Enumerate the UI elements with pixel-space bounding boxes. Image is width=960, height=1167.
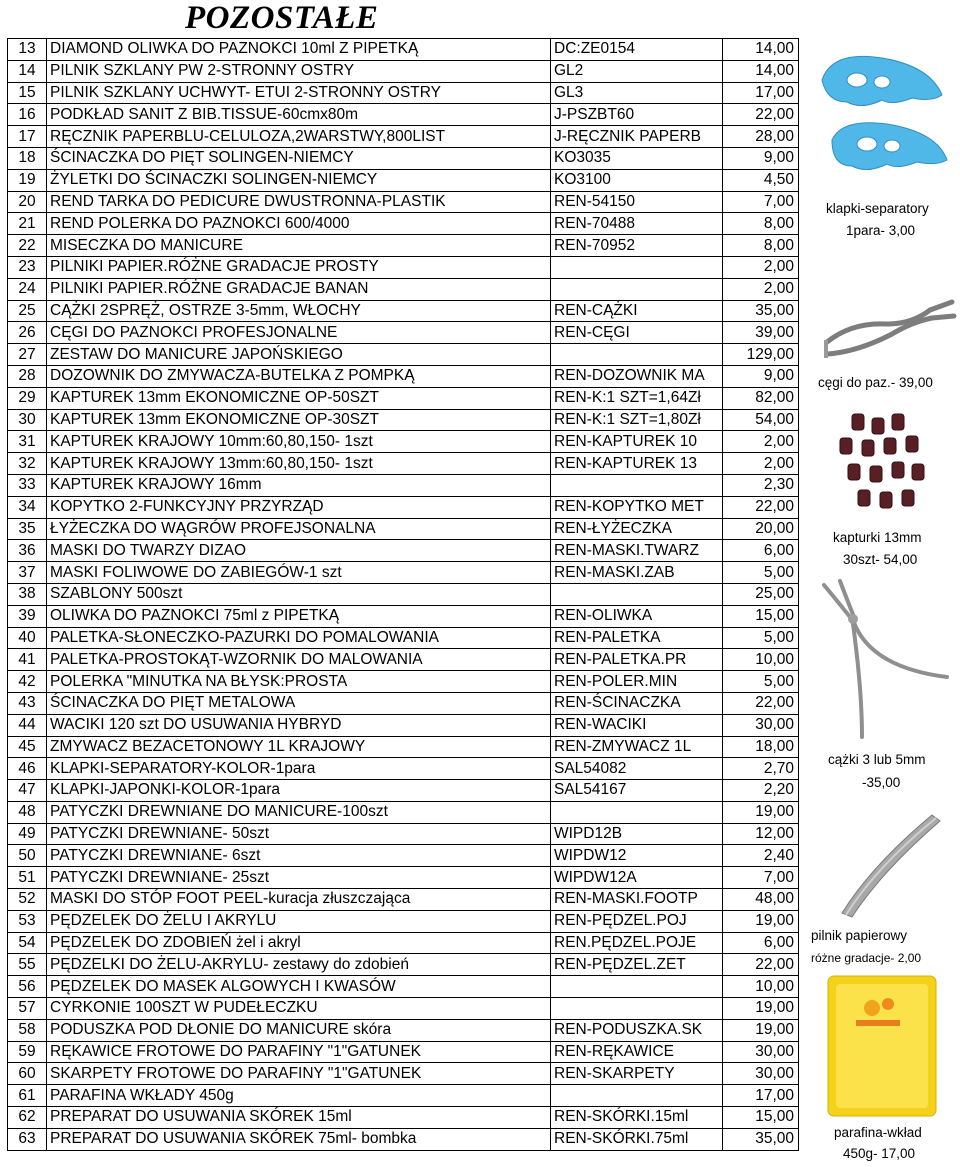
product-price: 2,20 (723, 780, 799, 802)
product-code: REN.PĘDZEL.POJE (551, 932, 723, 954)
table-row (8, 758, 799, 780)
table-row (8, 910, 799, 932)
product-name: KLAPKI-JAPONKI-KOLOR-1para (47, 780, 551, 802)
table-row (8, 932, 799, 954)
row-number: 20 (8, 191, 47, 213)
klapki-caption-2: 1para- 3,00 (846, 223, 916, 238)
row-number: 15 (8, 82, 47, 104)
row-number: 46 (8, 758, 47, 780)
product-price: 18,00 (723, 736, 799, 758)
table-row (8, 191, 799, 213)
row-number: 55 (8, 954, 47, 976)
table-row (8, 147, 799, 169)
product-code: REN-MASKI.TWARZ (551, 540, 723, 562)
row-number: 32 (8, 453, 47, 475)
klapki-caption-1: klapki-separatory (826, 201, 929, 216)
product-name: PREPARAT DO USUWANIA SKÓREK 15ml (47, 1107, 551, 1129)
product-name: KLAPKI-SEPARATORY-KOLOR-1para (47, 758, 551, 780)
product-code: REN-KAPTUREK 13 (551, 453, 723, 475)
product-name: MASKI DO STÓP FOOT PEEL-kuracja złuszczająca (47, 889, 551, 911)
table-row (8, 867, 799, 889)
table-row (8, 344, 799, 366)
product-price: 22,00 (723, 104, 799, 126)
product-price: 10,00 (723, 976, 799, 998)
product-name: CĄŻKI 2SPRĘŻ, OSTRZE 3-5mm, WŁOCHY (47, 300, 551, 322)
kapturki-image (812, 408, 960, 523)
row-number: 23 (8, 256, 47, 278)
product-price: 19,00 (723, 1019, 799, 1041)
product-name: MASKI FOLIWOWE DO ZABIEGÓW-1 szt (47, 562, 551, 584)
product-code: REN-70952 (551, 235, 723, 257)
toe-separator-slippers-icon (812, 40, 960, 200)
table-row (8, 126, 799, 148)
cazki-caption-1: cążki 3 lub 5mm (828, 752, 926, 767)
product-code (551, 998, 723, 1020)
row-number: 24 (8, 278, 47, 300)
product-price: 17,00 (723, 82, 799, 104)
table-row (8, 409, 799, 431)
product-code (551, 1085, 723, 1107)
table-row (8, 213, 799, 235)
row-number: 18 (8, 147, 47, 169)
table-row (8, 300, 799, 322)
product-name: KAPTUREK 13mm EKONOMICZNE OP-30SZT (47, 409, 551, 431)
product-name: SZABLONY 500szt (47, 583, 551, 605)
table-row (8, 322, 799, 344)
product-name: OLIWKA DO PAZNOKCI 75ml z PIPETKĄ (47, 605, 551, 627)
product-code: J-RĘCZNIK PAPERB (551, 126, 723, 148)
product-code: REN-DOZOWNIK MA (551, 365, 723, 387)
row-number: 33 (8, 474, 47, 496)
kapturki-caption-2: 30szt- 54,00 (843, 552, 918, 567)
product-price: 19,00 (723, 998, 799, 1020)
row-number: 57 (8, 998, 47, 1020)
row-number: 51 (8, 867, 47, 889)
product-code: GL2 (551, 60, 723, 82)
row-number: 30 (8, 409, 47, 431)
row-number: 47 (8, 780, 47, 802)
row-number: 17 (8, 126, 47, 148)
row-number: 60 (8, 1063, 47, 1085)
product-code: J-PSZBT60 (551, 104, 723, 126)
cuticle-nippers-icon (812, 577, 960, 745)
table-row (8, 823, 799, 845)
row-number: 42 (8, 671, 47, 693)
product-code: REN-K:1 SZT=1,80Zł (551, 409, 723, 431)
product-name: WACIKI 120 szt DO USUWANIA HYBRYD (47, 714, 551, 736)
product-price: 10,00 (723, 649, 799, 671)
product-name: ZMYWACZ BEZACETONOWY 1L KRAJOWY (47, 736, 551, 758)
table-row (8, 518, 799, 540)
product-name: PILNIKI PAPIER.RÓŻNE GRADACJE BANAN (47, 278, 551, 300)
row-number: 27 (8, 344, 47, 366)
product-code (551, 256, 723, 278)
row-number: 22 (8, 235, 47, 257)
product-price: 9,00 (723, 147, 799, 169)
table-row (8, 649, 799, 671)
nail-nipper-icon (812, 282, 960, 372)
product-name: PATYCZKI DREWNIANE DO MANICURE-100szt (47, 801, 551, 823)
product-price: 22,00 (723, 496, 799, 518)
table-row (8, 1041, 799, 1063)
product-name: KOPYTKO 2-FUNKCYJNY PRZYRZĄD (47, 496, 551, 518)
row-number: 53 (8, 910, 47, 932)
product-name: DOZOWNIK DO ZMYWACZA-BUTELKA Z POMPKĄ (47, 365, 551, 387)
product-price: 35,00 (723, 1128, 799, 1150)
product-code: DC:ZE0154 (551, 39, 723, 61)
row-number: 62 (8, 1107, 47, 1129)
kapturki-caption-1: kapturki 13mm (833, 530, 922, 545)
parafina-caption-2: 450g- 17,00 (843, 1146, 916, 1161)
row-number: 61 (8, 1085, 47, 1107)
price-table (7, 38, 799, 1151)
product-code: REN-ŁYŻECZKA (551, 518, 723, 540)
product-name: ŚCINACZKA DO PIĘT METALOWA (47, 692, 551, 714)
product-code: REN-MASKI.FOOTP (551, 889, 723, 911)
row-number: 19 (8, 169, 47, 191)
row-number: 44 (8, 714, 47, 736)
row-number: 56 (8, 976, 47, 998)
product-code: REN-PALETKA.PR (551, 649, 723, 671)
product-name: PATYCZKI DREWNIANE- 6szt (47, 845, 551, 867)
product-code: REN-CĘGI (551, 322, 723, 344)
row-number: 26 (8, 322, 47, 344)
product-code (551, 976, 723, 998)
product-code: KO3035 (551, 147, 723, 169)
table-row (8, 605, 799, 627)
product-name: PATYCZKI DREWNIANE- 50szt (47, 823, 551, 845)
table-row (8, 1019, 799, 1041)
product-code (551, 344, 723, 366)
product-name: PATYCZKI DREWNIANE- 25szt (47, 867, 551, 889)
table-row (8, 998, 799, 1020)
product-name: PĘDZELEK DO MASEK ALGOWYCH I KWASÓW (47, 976, 551, 998)
product-code: REN-SKARPETY (551, 1063, 723, 1085)
product-price: 82,00 (723, 387, 799, 409)
row-number: 16 (8, 104, 47, 126)
product-price: 8,00 (723, 235, 799, 257)
pilnik-image (812, 805, 960, 920)
product-code: REN-PALETKA (551, 627, 723, 649)
product-name: PARAFINA WKŁADY 450g (47, 1085, 551, 1107)
product-code: REN-KOPYTKO MET (551, 496, 723, 518)
table-row (8, 365, 799, 387)
table-row (8, 562, 799, 584)
product-code: WIPDW12A (551, 867, 723, 889)
product-code: WIPDW12 (551, 845, 723, 867)
product-name: PĘDZELKI DO ŻELU-AKRYLU- zestawy do zdobień (47, 954, 551, 976)
product-price: 12,00 (723, 823, 799, 845)
table-row (8, 169, 799, 191)
row-number: 50 (8, 845, 47, 867)
product-price: 5,00 (723, 627, 799, 649)
product-price: 15,00 (723, 605, 799, 627)
product-code: REN-RĘKAWICE (551, 1041, 723, 1063)
table-row (8, 1085, 799, 1107)
product-name: PILNIK SZKLANY PW 2-STRONNY OSTRY (47, 60, 551, 82)
sanding-bands-icon (812, 408, 960, 523)
table-row (8, 453, 799, 475)
row-number: 52 (8, 889, 47, 911)
product-name: CYRKONIE 100SZT W PUDEŁECZKU (47, 998, 551, 1020)
table-row (8, 1063, 799, 1085)
product-code: REN-SKÓRKI.75ml (551, 1128, 723, 1150)
row-number: 21 (8, 213, 47, 235)
product-code (551, 583, 723, 605)
product-price: 6,00 (723, 540, 799, 562)
product-price: 7,00 (723, 191, 799, 213)
product-price: 14,00 (723, 60, 799, 82)
product-price: 25,00 (723, 583, 799, 605)
product-price: 19,00 (723, 801, 799, 823)
row-number: 36 (8, 540, 47, 562)
row-number: 49 (8, 823, 47, 845)
product-price: 14,00 (723, 39, 799, 61)
page-title: POZOSTAŁE (185, 0, 379, 36)
product-code: REN-PĘDZEL.ZET (551, 954, 723, 976)
product-price: 48,00 (723, 889, 799, 911)
table-row (8, 845, 799, 867)
table-row (8, 1107, 799, 1129)
table-row (8, 104, 799, 126)
product-price: 5,00 (723, 562, 799, 584)
product-name: ŁYŻECZKA DO WĄGRÓW PROFEJSONALNA (47, 518, 551, 540)
table-row (8, 671, 799, 693)
product-price: 9,00 (723, 365, 799, 387)
product-code: KO3100 (551, 169, 723, 191)
product-price: 15,00 (723, 1107, 799, 1129)
row-number: 14 (8, 60, 47, 82)
product-price: 4,50 (723, 169, 799, 191)
pilnik-caption-2: różne gradacje- 2,00 (811, 951, 922, 965)
row-number: 43 (8, 692, 47, 714)
product-name: MASKI DO TWARZY DIZAO (47, 540, 551, 562)
product-code: REN-KAPTUREK 10 (551, 431, 723, 453)
product-name: PILNIK SZKLANY UCHWYT- ETUI 2-STRONNY OSTRY (47, 82, 551, 104)
product-name: ŚCINACZKA DO PIĘT SOLINGEN-NIEMCY (47, 147, 551, 169)
product-code: REN-CĄŻKI (551, 300, 723, 322)
product-name: DIAMOND OLIWKA DO PAZNOKCI 10ml Z PIPETKĄ (47, 39, 551, 61)
product-price: 129,00 (723, 344, 799, 366)
row-number: 28 (8, 365, 47, 387)
product-name: PREPARAT DO USUWANIA SKÓREK 75ml- bombka (47, 1128, 551, 1150)
product-price: 2,00 (723, 278, 799, 300)
product-code: REN-54150 (551, 191, 723, 213)
row-number: 31 (8, 431, 47, 453)
product-price: 22,00 (723, 954, 799, 976)
parafina-caption-1: parafina-wkład (834, 1125, 922, 1140)
parafina-image (812, 972, 960, 1122)
row-number: 41 (8, 649, 47, 671)
row-number: 63 (8, 1128, 47, 1150)
product-name: PALETKA-PROSTOKĄT-WZORNIK DO MALOWANIA (47, 649, 551, 671)
product-price: 22,00 (723, 692, 799, 714)
row-number: 45 (8, 736, 47, 758)
product-code: GL3 (551, 82, 723, 104)
product-code: REN-ZMYWACZ 1L (551, 736, 723, 758)
product-name: MISECZKA DO MANICURE (47, 235, 551, 257)
product-name: KAPTUREK KRAJOWY 10mm:60,80,150- 1szt (47, 431, 551, 453)
table-row (8, 387, 799, 409)
product-code: SAL54167 (551, 780, 723, 802)
product-price: 8,00 (723, 213, 799, 235)
table-row (8, 627, 799, 649)
table-row (8, 583, 799, 605)
klapki-image (812, 40, 960, 200)
product-name: KAPTUREK KRAJOWY 13mm:60,80,150- 1szt (47, 453, 551, 475)
product-price: 2,00 (723, 453, 799, 475)
product-code: REN-SKÓRKI.15ml (551, 1107, 723, 1129)
table-row (8, 431, 799, 453)
product-price: 7,00 (723, 867, 799, 889)
product-name: RĘCZNIK PAPERBLU-CELULOZA,2WARSTWY,800LIST (47, 126, 551, 148)
product-code: REN-WACIKI (551, 714, 723, 736)
product-name: ŻYLETKI DO ŚCINACZKI SOLINGEN-NIEMCY (47, 169, 551, 191)
table-row (8, 278, 799, 300)
product-price: 2,00 (723, 431, 799, 453)
table-row (8, 976, 799, 998)
product-code: REN-PODUSZKA.SK (551, 1019, 723, 1041)
product-name: PALETKA-SŁONECZKO-PAZURKI DO POMALOWANIA (47, 627, 551, 649)
product-price: 30,00 (723, 1041, 799, 1063)
table-row (8, 496, 799, 518)
product-code (551, 801, 723, 823)
product-price: 28,00 (723, 126, 799, 148)
row-number: 37 (8, 562, 47, 584)
product-name: POLERKA "MINUTKA NA BŁYSK:PROSTA (47, 671, 551, 693)
product-code: REN-POLER.MIN (551, 671, 723, 693)
table-row (8, 780, 799, 802)
product-price: 30,00 (723, 1063, 799, 1085)
table-row (8, 889, 799, 911)
table-row (8, 1128, 799, 1150)
product-code (551, 278, 723, 300)
cazki-image (812, 577, 960, 745)
product-code: REN-MASKI.ZAB (551, 562, 723, 584)
product-name: REND POLERKA DO PAZNOKCI 600/4000 (47, 213, 551, 235)
table-row (8, 82, 799, 104)
table-row (8, 474, 799, 496)
table-row (8, 692, 799, 714)
row-number: 58 (8, 1019, 47, 1041)
product-price: 54,00 (723, 409, 799, 431)
row-number: 54 (8, 932, 47, 954)
table-row (8, 801, 799, 823)
product-name: ZESTAW DO MANICURE JAPOŃSKIEGO (47, 344, 551, 366)
table-row (8, 60, 799, 82)
product-price: 30,00 (723, 714, 799, 736)
product-price: 2,00 (723, 256, 799, 278)
product-name: KAPTUREK 13mm EKONOMICZNE OP-50SZT (47, 387, 551, 409)
price-table-body (8, 39, 799, 1151)
paraffin-pack-icon (812, 972, 960, 1122)
product-price: 2,40 (723, 845, 799, 867)
row-number: 40 (8, 627, 47, 649)
row-number: 59 (8, 1041, 47, 1063)
product-code: REN-PĘDZEL.POJ (551, 910, 723, 932)
table-row (8, 39, 799, 61)
row-number: 38 (8, 583, 47, 605)
product-code: REN-OLIWKA (551, 605, 723, 627)
product-price: 20,00 (723, 518, 799, 540)
product-name: KAPTUREK KRAJOWY 16mm (47, 474, 551, 496)
product-name: RĘKAWICE FROTOWE DO PARAFINY "1"GATUNEK (47, 1041, 551, 1063)
product-price: 6,00 (723, 932, 799, 954)
product-price: 19,00 (723, 910, 799, 932)
product-price: 5,00 (723, 671, 799, 693)
table-row (8, 256, 799, 278)
product-price: 35,00 (723, 300, 799, 322)
pilnik-caption-1: pilnik papierowy (811, 928, 908, 943)
product-name: PĘDZELEK DO ZDOBIEŃ żel i akryl (47, 932, 551, 954)
table-row (8, 540, 799, 562)
cegi-image (812, 282, 960, 372)
row-number: 48 (8, 801, 47, 823)
product-code: REN-70488 (551, 213, 723, 235)
product-code: REN-K:1 SZT=1,64Zł (551, 387, 723, 409)
product-code: SAL54082 (551, 758, 723, 780)
banana-file-icon (812, 805, 960, 920)
table-row (8, 736, 799, 758)
table-row (8, 714, 799, 736)
product-price: 2,30 (723, 474, 799, 496)
product-name: PILNIKI PAPIER.RÓŻNE GRADACJE PROSTY (47, 256, 551, 278)
product-name: SKARPETY FROTOWE DO PARAFINY "1"GATUNEK (47, 1063, 551, 1085)
cazki-caption-2: -35,00 (862, 775, 901, 790)
cegi-caption: cęgi do paz.- 39,00 (818, 375, 933, 390)
product-name: PĘDZELEK DO ŻELU I AKRYLU (47, 910, 551, 932)
product-name: REND TARKA DO PEDICURE DWUSTRONNA-PLASTIK (47, 191, 551, 213)
table-row (8, 954, 799, 976)
row-number: 35 (8, 518, 47, 540)
product-price: 2,70 (723, 758, 799, 780)
row-number: 29 (8, 387, 47, 409)
product-price: 39,00 (723, 322, 799, 344)
row-number: 34 (8, 496, 47, 518)
product-name: PODUSZKA POD DŁONIE DO MANICURE skóra (47, 1019, 551, 1041)
product-code (551, 474, 723, 496)
product-code: WIPD12B (551, 823, 723, 845)
product-name: PODKŁAD SANIT Z BIB.TISSUE-60cmx80m (47, 104, 551, 126)
product-code: REN-ŚCINACZKA (551, 692, 723, 714)
row-number: 39 (8, 605, 47, 627)
product-price: 17,00 (723, 1085, 799, 1107)
row-number: 13 (8, 39, 47, 61)
product-name: CĘGI DO PAZNOKCI PROFESJONALNE (47, 322, 551, 344)
table-row (8, 235, 799, 257)
row-number: 25 (8, 300, 47, 322)
